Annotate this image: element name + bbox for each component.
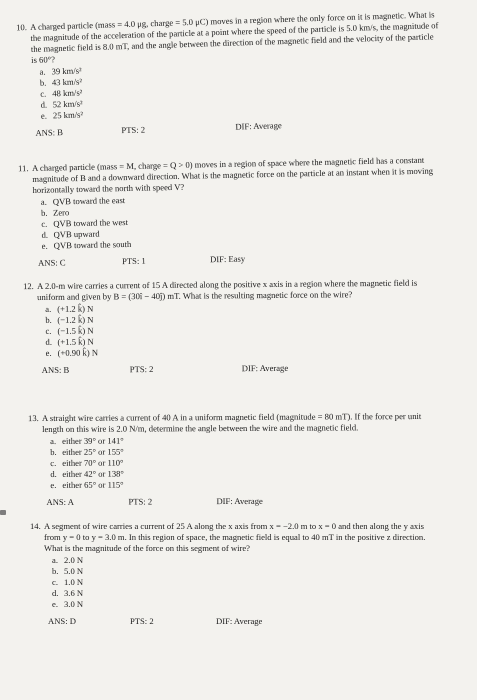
choice-text: 2.0 N <box>64 555 84 565</box>
choice-label: a. <box>52 555 58 565</box>
choice-text: 52 km/s² <box>52 98 83 110</box>
choice-text: (+0.90 k̂) N <box>57 347 99 358</box>
choice-text: 25 km/s² <box>52 109 84 121</box>
difficulty: DIF: Average <box>216 495 263 507</box>
choice-e <box>52 599 438 610</box>
question-text: A segment of wire carries a current of 25 A along the x axis from x = −2.0 m to x = 0 and then along the y axis from y = 0 to y = 3.0 m. In this region of space, the magnetic field is equal to 40 mT in the positive z direction. What is the magnitude of the force on this segment of wire? <box>44 521 426 553</box>
question-text: A charged particle (mass = 4.0 μg, charge = 5.0 μC) moves in a region where the only force on it is magnetic. What is the magnitude of the acceleration of the particle at a point where the speed of the particle is 5.0 km/s, the magnitude of the magnetic field is 8.0 mT, and the angle between the direction of the magnetic field and the velocity of the particle is 60°? <box>30 9 439 65</box>
answer-key: ANS: B <box>41 364 70 375</box>
choice-label: e. <box>40 110 48 121</box>
points: PTS: 2 <box>128 496 153 507</box>
points: PTS: 2 <box>129 363 154 375</box>
choice-text: 39 km/s² <box>51 65 82 77</box>
answer-row <box>38 362 438 377</box>
choice-a <box>52 555 438 566</box>
choice-label: c. <box>52 577 58 587</box>
difficulty: DIF: Easy <box>209 253 246 265</box>
choice-label: a. <box>40 196 47 207</box>
choice-text: 3.6 N <box>64 588 84 598</box>
question-number: 12. <box>23 281 34 292</box>
choice-label: b. <box>40 207 48 218</box>
difficulty: DIF: Average <box>241 362 289 374</box>
question-13 <box>28 411 438 509</box>
answer-row <box>44 616 438 628</box>
choice-list <box>42 434 438 491</box>
question-number: 13. <box>28 413 39 424</box>
choice-text: 3.0 N <box>64 599 84 609</box>
choice-text: 1.0 N <box>64 577 84 587</box>
question-text: A straight wire carries a current of 40 A in a uniform magnetic field (magnitude = 80 mT). If the force per unit length on this wire is 2.0 N/m, determine the angle between the wire and the magnetic field. <box>42 411 422 434</box>
points: PTS: 2 <box>121 124 146 136</box>
choice-text: QVB toward the east <box>52 195 126 207</box>
choice-label: d. <box>50 468 57 479</box>
answer-key: ANS: D <box>48 616 76 626</box>
question-12 <box>23 277 438 377</box>
choice-label: a. <box>39 66 46 77</box>
question-text: A 2.0-m wire carries a current of 15 A directed along the positive x axis in a region where the magnetic field is uniform and given by B = (30î − 40ĵ) mT. What is the resulting magnetic force on the wire? <box>37 277 418 302</box>
points: PTS: 1 <box>121 255 146 267</box>
choice-label: b. <box>39 77 47 88</box>
question-stem <box>23 277 437 303</box>
choice-label: b. <box>50 446 57 457</box>
choice-list <box>44 555 438 610</box>
choice-text: (+1.2 k̂) N <box>57 303 94 314</box>
choice-label: c. <box>45 325 52 336</box>
answer-row <box>34 249 442 270</box>
choice-label: a. <box>45 303 52 314</box>
choice-e <box>46 345 438 359</box>
choice-label: d. <box>40 99 48 110</box>
choice-text: (+1.5 k̂) N <box>57 336 94 347</box>
difficulty: DIF: Average <box>216 616 263 626</box>
choice-text: either 39° or 141° <box>62 435 124 446</box>
choice-b <box>52 566 438 577</box>
choice-text: 43 km/s² <box>51 76 83 88</box>
choice-c <box>52 577 438 588</box>
answer-key: ANS: C <box>37 257 66 268</box>
choice-d <box>52 588 438 599</box>
choice-label: d. <box>52 588 59 598</box>
question-number: 14. <box>30 521 41 531</box>
choice-label: e. <box>50 479 57 490</box>
choice-label: c. <box>40 88 47 99</box>
choice-label: d. <box>45 336 53 347</box>
choice-label: e. <box>52 599 58 609</box>
answer-row <box>42 495 438 509</box>
choice-list <box>33 188 442 252</box>
choice-label: c. <box>50 457 57 468</box>
choice-text: QVB toward the south <box>53 238 132 251</box>
choice-e <box>50 478 438 491</box>
answer-key: ANS: A <box>46 496 74 507</box>
choice-label: a. <box>50 435 57 446</box>
question-number: 11. <box>18 163 29 174</box>
choice-text: 48 km/s² <box>52 87 83 99</box>
points: PTS: 2 <box>130 616 154 626</box>
choice-text: (−1.5 k̂) N <box>57 325 94 336</box>
choice-list <box>37 301 437 359</box>
choice-label: c. <box>41 218 48 229</box>
choice-text: either 42° or 138° <box>62 468 124 479</box>
choice-text: QVB upward <box>53 228 100 240</box>
answer-key: ANS: B <box>35 127 64 138</box>
question-number: 10. <box>16 22 28 33</box>
question-text: A charged particle (mass = M, charge = Q > 0) moves in a region of space where the magnetic field has a constant magnitude of B and a downward direction. What is the magnetic force on the particle at an instant when it is moving horizontally toward the north with speed V? <box>32 154 434 195</box>
choice-text: either 65° or 115° <box>62 479 124 490</box>
question-stem <box>28 411 438 435</box>
question-stem <box>30 521 438 554</box>
choice-label: e. <box>45 347 52 358</box>
margin-mark <box>0 510 6 515</box>
choice-text: Zero <box>52 207 70 218</box>
choice-text: QVB toward the west <box>53 217 129 229</box>
choice-text: (−1.2 k̂) N <box>57 314 94 325</box>
choice-label: b. <box>45 314 52 325</box>
difficulty: DIF: Average <box>235 120 282 132</box>
choice-label: e. <box>41 240 48 251</box>
question-10 <box>16 9 444 140</box>
choice-text: either 25° or 155° <box>62 446 124 457</box>
question-11 <box>18 154 442 270</box>
choice-text: 5.0 N <box>64 566 84 576</box>
choice-list <box>31 54 443 122</box>
choice-label: b. <box>52 566 59 576</box>
choice-text: either 70° or 110° <box>62 457 124 468</box>
choice-label: d. <box>41 229 49 240</box>
question-14 <box>30 521 438 628</box>
